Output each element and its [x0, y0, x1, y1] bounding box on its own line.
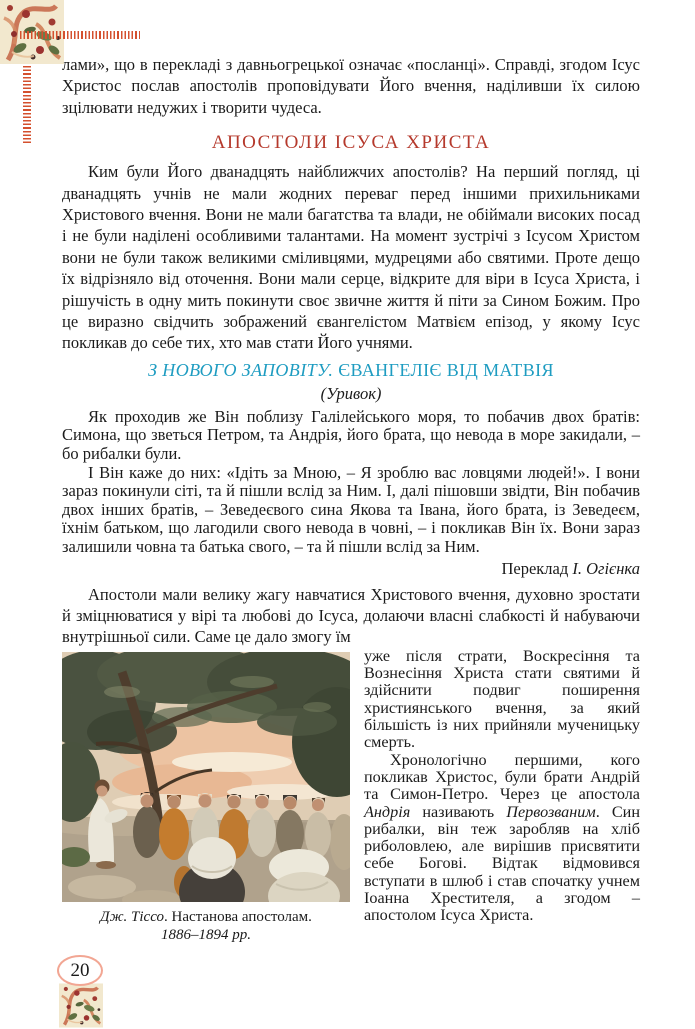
page-content	[62, 54, 640, 946]
figure-tissot-painting	[62, 652, 350, 944]
wrap2-italic-pervozvanyi: Первозваним	[506, 802, 596, 821]
reading-heading-gospel: ЄВАНГЕЛІЄ ВІД МАТВІЯ	[338, 359, 554, 380]
painting-exhortation-apostles-image	[62, 652, 350, 902]
reading-subtitle: (Уривок)	[320, 383, 382, 403]
wrap2-italic-andriy: Андрія	[364, 802, 411, 821]
quote-paragraph-2: І Він каже до них: «Ідіть за Мною, – Я зроблю вас ловцями людей!». І вони зараз покинули сіті, та й пішли вслід за Ним. І, далі пішовши звідти, Він побачив двох інших братів, – Зеведеєвого сина Якова та Івана, його брата, із Зеведеєм, їхнім батьком, що лагодили свого невода в човні, – і покликав Він їх. Вони зараз залишили човна та батька свого, – та й пішли вслід за Ним.	[62, 462, 640, 557]
wrap2-part2: називають	[410, 802, 507, 821]
wrap2-part1: Хронологічно першими, кого покликав Христос, були брати Андрій та Симон-Петро. Через це апостола	[364, 750, 640, 804]
dashed-rule-horizontal	[20, 31, 140, 39]
reading-heading	[62, 360, 640, 381]
apostles-paragraph: Ким були Його дванадцять найближчих апостолів? На перший погляд, ці дванадцять учнів не мали жодних переваг перед іншими прихильниками Христового вчення. Вони не мали багатства та влади, не обіймали високих посад і не були наділені особливими талантами. На момент зустрічі з Ісусом Христом вони не були також великими сміливцями, мудрецями або святими. Проте дещо їх відрізняло від оточення. Вони мали серце, відкрите для віри в Ісуса Христа, і рішучість в одну мить покинути своє звичне життя й піти за Сином Божим. Про це виразно свідчить зображений євангелістом Матвієм епізод, у якому Ісус покликав до себе тих, хто мав стати Його учнями.	[62, 162, 640, 353]
attribution-name: І. Огієнка	[572, 558, 640, 578]
reading-heading-source: З НОВОГО ЗАПОВІТУ.	[148, 359, 334, 380]
caption-artist: Дж. Тіссо	[100, 908, 164, 925]
figure-caption	[62, 908, 350, 944]
section-heading-apostles: АПОСТОЛИ ІСУСА ХРИСТА	[211, 132, 491, 154]
corner-ornament-bottom-left	[59, 982, 103, 1029]
attribution-label: Переклад	[501, 558, 569, 578]
translation-attribution	[62, 559, 640, 578]
apostles-learning-paragraph: Апостоли мали велику жагу навчатися Христового вчення, духовно зростати й зміцнюватися у вірі та любові до Ісуса, долаючи власні слабкості й набуваючи внутрішньої сили. Саме це дало змогу їм	[62, 584, 640, 647]
page-number: 20	[70, 959, 90, 981]
wrap-paragraph-1: уже після страти, Воскресіння та Вознесіння Христа стати святими й здійснити подвиг поширення християнського вчення, за який більшість із них прийняли мученицьку смерть.	[364, 646, 640, 752]
caption-years: 1886–1894 рр.	[161, 926, 251, 943]
intro-paragraph: лами», що в перекладі з давньогрецької означає «посланці». Справді, згодом Ісус Христос послав апостолів проповідувати Його вчення, наділивши їх силою зцілювати недужих і творити чудеса.	[62, 55, 640, 117]
gospel-quote	[62, 408, 640, 578]
wrap2-part3: . Син рибалки, він теж заробляв на хліб риболовлею, але вирішив присвятити себе Богові. Відтак відмовився вступати в шлюб і став спочатку учнем Іоанна Хрестителя, а згодом – апостолом Ісуса Христа.	[364, 802, 640, 925]
page-number-badge	[57, 955, 103, 986]
quote-paragraph-1: Як проходив же Він поблизу Галілейського моря, то побачив двох братів: Симона, що зветься Петром, та Андрія, його брата, що невода в море закидали, – бо рибалки були.	[62, 406, 640, 464]
dashed-rule-vertical	[23, 66, 31, 145]
caption-title: . Настанова апостолам.	[164, 908, 312, 925]
